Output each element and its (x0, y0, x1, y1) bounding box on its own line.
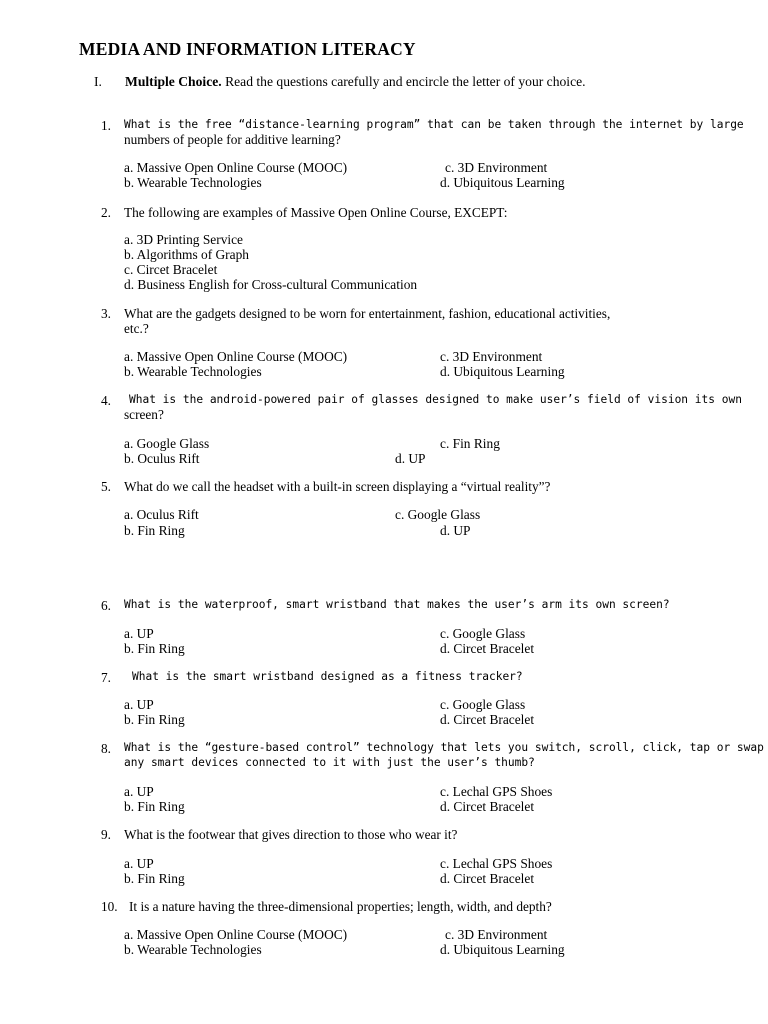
option-b: b. Fin Ring (124, 641, 185, 656)
option-b: b. Wearable Technologies (124, 364, 262, 379)
question-text: What is the footwear that gives direction to those who wear it? (124, 827, 458, 842)
option-c: c. Fin Ring (440, 436, 500, 451)
option-a: a. UP (124, 626, 154, 641)
question-number: 4. (101, 393, 111, 408)
option-d: d. UP (395, 451, 426, 466)
option-d: d. Ubiquitous Learning (440, 942, 565, 957)
option-a: a. UP (124, 856, 154, 871)
option-c: c. Lechal GPS Shoes (440, 784, 553, 799)
option-d: d. Circet Bracelet (440, 641, 535, 656)
option-d: d. Circet Bracelet (440, 712, 535, 727)
option-a: a. Google Glass (124, 436, 210, 451)
option-b: b. Fin Ring (124, 523, 185, 538)
question-text: What is the waterproof, smart wristband that makes the user’s arm its own screen? (124, 598, 670, 611)
option-b: b. Wearable Technologies (124, 942, 262, 957)
question-text: screen? (124, 407, 164, 422)
option-a: a. UP (124, 784, 154, 799)
question-text: The following are examples of Massive Open Online Course, EXCEPT: (124, 205, 508, 220)
option-b: b. Oculus Rift (124, 451, 200, 466)
option-c: c. 3D Environment (445, 927, 548, 942)
option-c: c. 3D Environment (440, 349, 543, 364)
option-d: d. Ubiquitous Learning (440, 175, 565, 190)
option-a: a. 3D Printing Service (124, 232, 244, 247)
option-d: d. Circet Bracelet (440, 871, 535, 886)
question-text: It is a nature having the three-dimensional properties; length, width, and depth? (129, 899, 552, 914)
question-text: What is the free “distance-learning program” that can be taken through the internet by large (124, 118, 744, 131)
option-c: c. Lechal GPS Shoes (440, 856, 553, 871)
question-number: 2. (101, 205, 111, 220)
section-instruction: Read the questions carefully and encircle the letter of your choice. (225, 74, 586, 89)
option-d: d. Circet Bracelet (440, 799, 535, 814)
option-c: c. Google Glass (395, 507, 481, 522)
question-text: What is the “gesture-based control” technology that lets you switch, scroll, click, tap or swap (124, 741, 764, 754)
option-a: a. UP (124, 697, 154, 712)
option-c: c. Circet Bracelet (124, 262, 218, 277)
question-number: 1. (101, 118, 111, 133)
option-b: b. Wearable Technologies (124, 175, 262, 190)
question-text: numbers of people for additive learning? (124, 132, 341, 147)
option-a: a. Massive Open Online Course (MOOC) (124, 927, 348, 942)
question-text: any smart devices connected to it with just the user’s thumb? (124, 756, 535, 769)
page-title: MEDIA AND INFORMATION LITERACY (79, 39, 416, 59)
section-heading: Multiple Choice. (125, 74, 222, 89)
question-number: 8. (101, 741, 111, 756)
option-c: c. 3D Environment (445, 160, 548, 175)
option-b: b. Fin Ring (124, 712, 185, 727)
option-a: a. Massive Open Online Course (MOOC) (124, 349, 348, 364)
question-text: What are the gadgets designed to be worn for entertainment, fashion, educational activities, (124, 306, 611, 321)
section-number: I. (94, 74, 102, 89)
question-number: 6. (101, 598, 111, 613)
question-text: What is the android-powered pair of glasses designed to make user’s field of vision its own (129, 393, 742, 406)
question-text: What do we call the headset with a built-in screen displaying a “virtual reality”? (124, 479, 551, 494)
option-a: a. Massive Open Online Course (MOOC) (124, 160, 348, 175)
section-header (125, 75, 586, 89)
question-number: 10. (101, 899, 118, 914)
option-b: b. Fin Ring (124, 799, 185, 814)
question-number: 3. (101, 306, 111, 321)
option-c: c. Google Glass (440, 626, 526, 641)
option-d: d. Business English for Cross-cultural Communication (124, 277, 418, 292)
question-text: What is the smart wristband designed as a fitness tracker? (132, 670, 523, 683)
question-number: 5. (101, 479, 111, 494)
question-text: etc.? (124, 321, 149, 336)
option-d: d. Ubiquitous Learning (440, 364, 565, 379)
question-number: 7. (101, 670, 111, 685)
option-b: b. Algorithms of Graph (124, 247, 249, 262)
option-c: c. Google Glass (440, 697, 526, 712)
option-b: b. Fin Ring (124, 871, 185, 886)
option-d: d. UP (440, 523, 471, 538)
question-number: 9. (101, 827, 111, 842)
option-a: a. Oculus Rift (124, 507, 199, 522)
